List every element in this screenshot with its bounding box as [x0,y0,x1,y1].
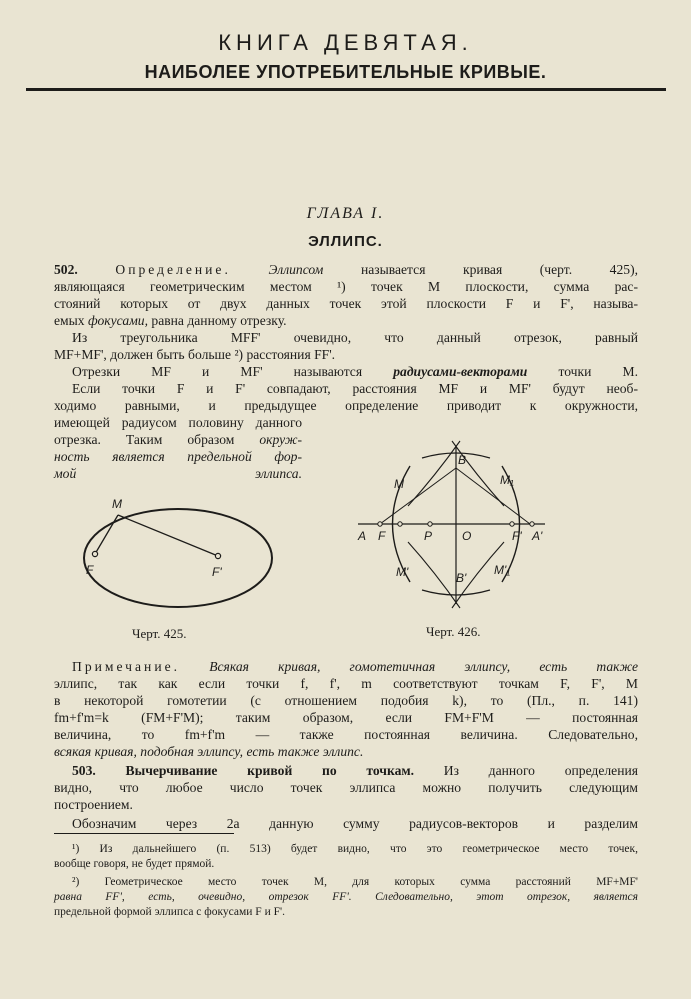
footnote-1a: ¹) Из дальнейшего (п. 513) будет видно, что это геометрическое место точек, [72,843,638,855]
note-heading: Примечание. [72,659,181,674]
part-title: НАИБОЛЕЕ УПОТРЕБИТЕЛЬНЫЕ КРИВЫЕ. [144,62,547,82]
fig425-label-f: F [86,563,94,577]
fig426-label-b: B [458,453,467,467]
p502-line4a: емых [54,313,85,328]
fig425-label-f1: F' [212,565,222,579]
section-503-heading: Вычерчивание кривой по точкам. [125,763,415,778]
coinc-line2: ходимо равными, и предыдущее определение приводит к окружности, [54,398,638,413]
caption-425: Черт. 425. [132,626,187,641]
radius-vector-mf [95,515,118,554]
triangle-line1: Из треугольника MFF' очевидно, что данный отрезок, равный [72,330,638,345]
triangle-line2: MF+MF', должен быть больше ²) расстояния FF'. [54,347,336,362]
figure-425 [60,490,300,615]
fig426-label-a1: A' [532,529,543,543]
section-heading: Определение. [115,262,231,277]
fig426-label-m1p: M'₁ [494,563,511,577]
term-ellipse: Эллипсом [268,262,324,277]
book-title: КНИГА ДЕВЯТАЯ. [218,30,473,55]
term-foci: фокусами, [87,313,148,328]
construction-arc-1 [408,441,460,506]
fig426-label-o: O [462,529,472,543]
chapter-label: ГЛАВА I. [306,205,385,222]
p503-line3: построением. [54,797,133,812]
p502-line2: являющаяся геометрическим местом ¹) точек M плоскости, сумма рас- [54,279,638,294]
p503-text: Из данного определения [443,763,638,778]
fig425-label-m: M [112,497,122,511]
footnote-2c: предельной формой эллипса с фокусами F и F'. [54,906,285,918]
p502-line4c: равна данному отрезку. [151,313,287,328]
fig426-label-m1: M₁ [500,473,514,487]
p503-line4: Обозначим через 2a данную сумму радиусов-векторов и разделим [72,816,638,831]
note-line5: величина, то fm+f'm — также постоянная величина. Следовательно, [54,727,638,742]
construction-arc-2 [408,542,460,608]
point-f1 [510,522,514,526]
note-line2: эллипс, так как если точки f, f', m соответствуют точкам F, F', M [54,676,638,691]
footnote-2b: равна FF', есть, очевидно, отрезок FF'. Следовательно, этот отрезок, является [54,891,638,903]
coinc-line1: Если точки F и F' совпадают, расстояния MF и MF' будут необ- [72,381,638,396]
caption-426: Черт. 426. [426,624,481,639]
fig426-label-a: A [358,529,367,543]
fig426-label-bp: B' [456,571,467,585]
coinc-line5: ность является предельной фор- [54,449,302,464]
point-p [428,522,432,526]
note-line6: всякая кривая, подобная эллипсу, есть также эллипс. [54,744,364,759]
coinc-line4b: окруж- [259,432,302,447]
focus-f1-point [215,553,220,558]
note-l1: Всякая кривая, гомотетичная эллипсу, есть также [209,659,638,674]
point-a [378,522,382,526]
p502-line3: стояний которых от двух данных точек этой плоскости F и F', называ- [54,296,638,311]
header-rule [26,88,666,91]
coinc-line4 [54,431,302,448]
section-503-number: 503. [72,763,96,778]
p503-line2: видно, что любое число точек эллипса можно получить следующим [54,780,638,795]
fig426-label-mp: M' [396,565,409,579]
focus-f-point [92,551,97,556]
segments-line [54,363,638,380]
term-radius-vectors: радиусами-векторами [393,364,528,379]
note-line1 [54,658,638,675]
fig426-label-m: M [394,477,404,491]
figure-426 [350,436,560,616]
p502-line1 [54,261,638,278]
construction-arc-3 [452,441,504,506]
footnote-1b: вообще говоря, не будет прямой. [54,858,215,870]
note-line4: fm+f'm=k (FM+F'M); таким образом, если FM+F'M — постоянная [54,710,638,725]
p502-line4 [54,312,638,329]
footnote-2a: ²) Геометрическое место точек M, для которых сумма расстояний MF+MF' [72,876,638,888]
segments-c: точки M. [558,364,638,379]
segments-a: Отрезки MF и MF' называются [72,364,363,379]
line-f1-b [456,468,530,524]
fig426-label-f1: F' [512,529,522,543]
coinc-line3: имеющей радиусом половину данного [54,415,302,430]
fig426-label-p: P [424,529,433,543]
p502-text: называется кривая (черт. 425), [360,262,638,277]
line-f-b [380,468,456,524]
chapter-title: ЭЛЛИПС. [308,233,383,250]
note-line3: в некоторой гомотетии (с отношением подобия k), то (Пл., п. 141) [54,693,638,708]
p503-line1 [54,762,638,779]
section-number: 502. [54,262,78,277]
radius-vector-mf1 [118,515,218,556]
point-f [398,522,402,526]
footnote-rule [54,833,234,834]
coinc-line4a: отрезка. Таким образом [54,432,235,447]
fig426-label-f: F [378,529,386,543]
coinc-line6: мой эллипса. [54,466,302,481]
point-a1 [530,522,534,526]
